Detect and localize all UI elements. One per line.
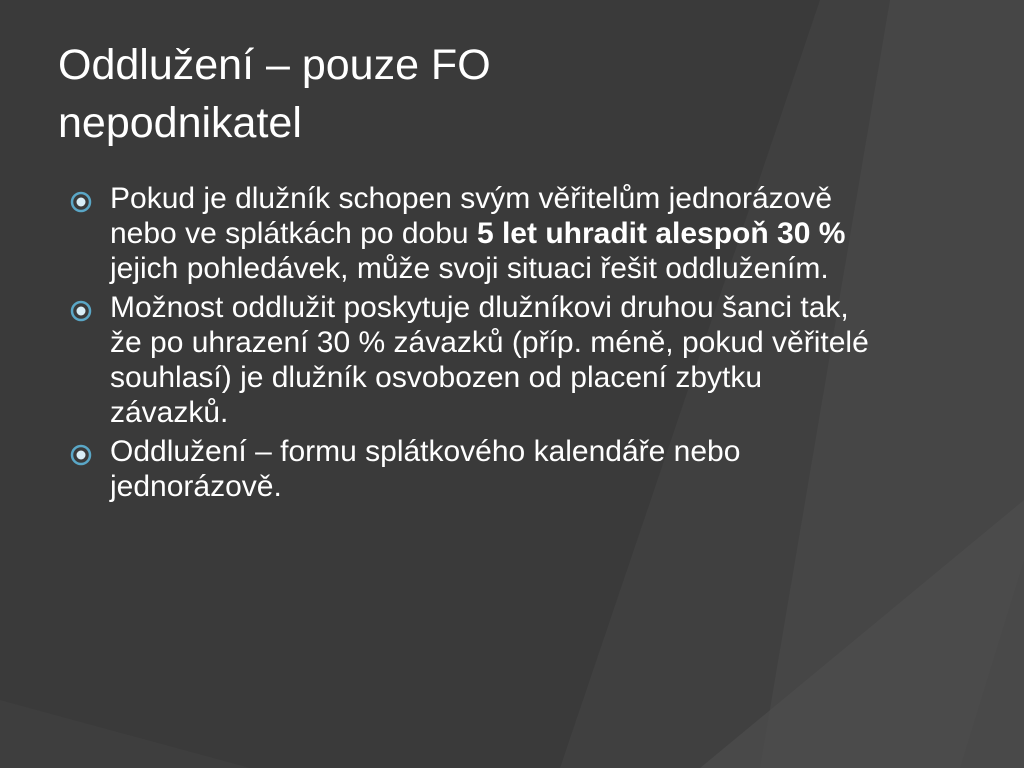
bullet-1-text-before: Pokud je dlužník schopen svým věřitelům jednorázově nebo ve splátkách po dobu <box>110 182 833 250</box>
bullet-item-1 <box>70 181 870 286</box>
bullet-1-text-after: jejich pohledávek, může svoji situaci řešit oddlužením. <box>110 252 829 285</box>
bullet-3-text: Oddlužení – formu splátkového kalendáře nebo jednorázově. <box>110 435 741 503</box>
slide-title <box>58 36 958 152</box>
bullet-item-2 <box>70 290 870 430</box>
bullet-list <box>70 181 870 508</box>
circle-bullet-icon <box>70 300 92 322</box>
title-line-2: nepodnikatel <box>58 99 302 147</box>
circle-bullet-icon <box>70 191 92 213</box>
bullet-1-text-bold: 5 let uhradit alespoň 30 % <box>476 217 846 250</box>
bullet-2-text: Možnost oddlužit poskytuje dlužníkovi druhou šanci tak, že po uhrazení 30 % závazků (příp. méně, pokud věřitelé souhlasí) je dlužník osvobozen od placení zbytku závazků. <box>110 291 869 429</box>
title-line-1: Oddlužení – pouze FO <box>58 41 491 89</box>
circle-bullet-icon <box>70 444 92 466</box>
bullet-item-3 <box>70 434 870 504</box>
